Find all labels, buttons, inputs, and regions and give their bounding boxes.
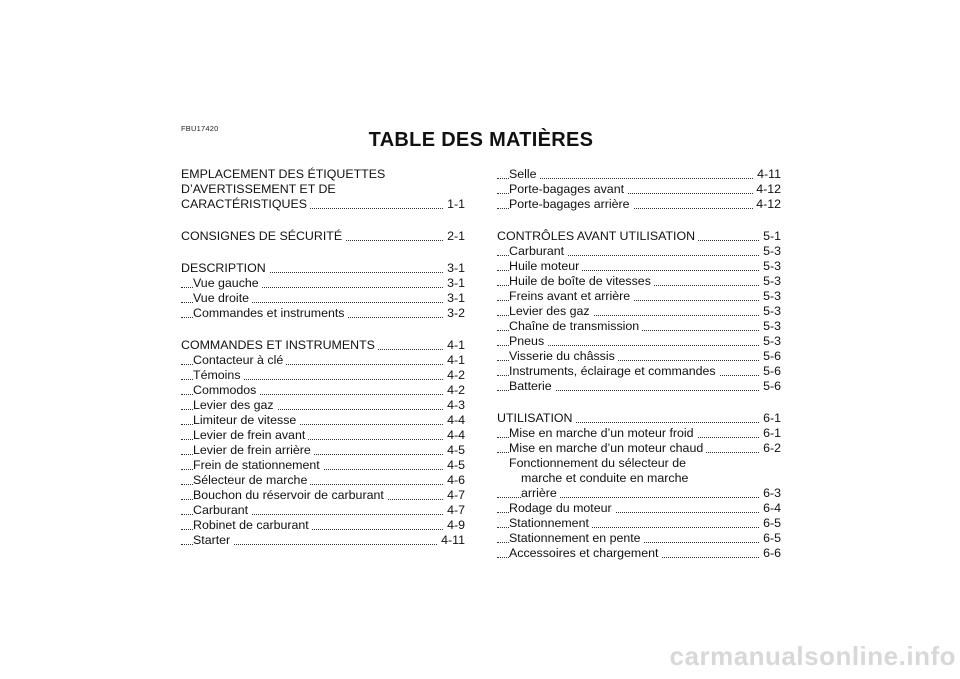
toc-entry-label: Levier de frein arrière (193, 443, 314, 457)
toc-gap (497, 394, 781, 411)
toc-entry-label: Stationnement (509, 516, 592, 530)
toc-entry-label: Batterie (509, 379, 555, 393)
toc-gap (181, 244, 465, 261)
toc-section-entry[interactable] (497, 229, 781, 244)
toc-page-number: 5-6 (760, 364, 781, 379)
toc-subentry[interactable] (181, 276, 465, 291)
toc-page-number: 4-12 (753, 197, 781, 212)
toc-subentry[interactable] (181, 398, 465, 413)
toc-page-number: 3-1 (444, 291, 465, 306)
toc-subentry[interactable] (497, 349, 781, 364)
toc-entry-label: Sélecteur de marche (193, 473, 310, 487)
toc-entry-label: CARACTÉRISTIQUES (181, 197, 310, 211)
toc-entry-label: Vue droite (193, 291, 252, 305)
toc-entry-label: Rodage du moteur (509, 501, 615, 515)
toc-subentry[interactable] (497, 167, 781, 182)
toc-page-number: 4-4 (444, 413, 465, 428)
toc-entry-label: Accessoires et chargement (509, 546, 661, 560)
toc-entry-label: CONTRÔLES AVANT UTILISATION (497, 229, 698, 243)
toc-page-number: 3-1 (444, 276, 465, 291)
toc-entry-label: Huile moteur (509, 259, 582, 273)
toc-subentry[interactable] (497, 546, 781, 561)
toc-section-entry[interactable] (181, 338, 465, 353)
toc-entry-label: Mise en marche d’un moteur chaud (509, 441, 706, 455)
toc-entry-label: Levier de frein avant (193, 428, 308, 442)
toc-subentry[interactable] (497, 364, 781, 379)
toc-subentry[interactable] (181, 503, 465, 518)
toc-entry-label: Frein de stationnement (193, 458, 323, 472)
toc-entry-label: Levier des gaz (193, 398, 277, 412)
toc-subentry[interactable] (497, 486, 781, 501)
toc-page-number: 4-4 (444, 428, 465, 443)
toc-page-number: 1-1 (444, 197, 465, 212)
toc-page-number: 4-12 (753, 182, 781, 197)
toc-entry-label: Porte-bagages arrière (509, 197, 633, 211)
toc-entry-label: DESCRIPTION (181, 261, 269, 275)
toc-entry-label: Huile de boîte de vitesses (509, 274, 654, 288)
toc-entry-label: Levier des gaz (509, 304, 593, 318)
toc-page-number: 4-11 (754, 167, 781, 182)
toc-subentry[interactable] (181, 353, 465, 368)
toc-subentry[interactable] (497, 304, 781, 319)
toc-page-number: 5-6 (760, 379, 781, 394)
toc-subentry[interactable] (181, 518, 465, 533)
toc-section-entry[interactable] (181, 197, 465, 212)
toc-entry-label: Vue gauche (193, 276, 262, 290)
toc-entry-label: Mise en marche d’un moteur froid (509, 426, 697, 440)
toc-page-number: 5-3 (760, 334, 781, 349)
toc-subentry[interactable] (497, 244, 781, 259)
toc-entry-label: Porte-bagages avant (509, 182, 627, 196)
watermark: carmanualsonline.info (669, 641, 956, 671)
toc-right-column (497, 167, 781, 561)
toc-page-number: 4-11 (438, 533, 465, 548)
toc-subentry[interactable] (497, 531, 781, 546)
toc-page-number: 4-5 (444, 443, 465, 458)
toc-subentry[interactable] (497, 274, 781, 289)
toc-entry-label: arrière (521, 486, 560, 500)
toc-page-number: 5-1 (760, 229, 781, 244)
toc-entry-line: D’AVERTISSEMENT ET DE (181, 182, 336, 196)
toc-page-number: 4-1 (444, 338, 465, 353)
toc-entry-label: Limiteur de vitesse (193, 413, 299, 427)
toc-page-number: 2-1 (444, 229, 465, 244)
toc-entry-label: Starter (193, 533, 233, 547)
toc-subentry[interactable] (181, 428, 465, 443)
toc-entry-label: Selle (509, 167, 540, 181)
page-title: TABLE DES MATIÈRES (368, 129, 594, 151)
toc-page-number: 6-3 (760, 486, 781, 501)
toc-entry-line: Fonctionnement du sélecteur de (509, 456, 687, 470)
toc-page-number: 4-7 (444, 488, 465, 503)
toc-subentry[interactable] (497, 259, 781, 274)
toc-subentry[interactable] (181, 488, 465, 503)
toc-page-number: 4-6 (444, 473, 465, 488)
toc-page-number: 4-5 (444, 458, 465, 473)
toc-page-number: 3-2 (444, 306, 465, 321)
toc-entry-label: Stationnement en pente (509, 531, 644, 545)
toc-page-number: 4-7 (444, 503, 465, 518)
toc-subentry[interactable] (181, 413, 465, 428)
toc-page-number: 5-3 (760, 289, 781, 304)
toc-page-number: 6-5 (760, 531, 781, 546)
toc-page-number: 4-9 (444, 518, 465, 533)
toc-subentry[interactable] (497, 182, 781, 197)
toc-entry-line: marche et conduite en marche (521, 471, 689, 485)
toc-page-number: 3-1 (444, 261, 465, 276)
toc-subentry[interactable] (181, 443, 465, 458)
toc-entry-label: Pneus (509, 334, 547, 348)
toc-gap (497, 212, 781, 229)
toc-page-number: 5-3 (760, 319, 781, 334)
toc-entry-line: EMPLACEMENT DES ÉTIQUETTES (181, 167, 386, 181)
toc-subentry[interactable] (181, 368, 465, 383)
toc-subentry[interactable] (497, 334, 781, 349)
toc-subentry[interactable] (497, 289, 781, 304)
toc-subentry[interactable] (497, 426, 781, 441)
toc-entry-label: Visserie du châssis (509, 349, 618, 363)
toc-page-number: 6-5 (760, 516, 781, 531)
toc-left-column (181, 167, 465, 548)
toc-page-number: 6-1 (760, 411, 781, 426)
toc-page-number: 6-2 (760, 441, 781, 456)
toc-section-entry[interactable] (181, 229, 465, 244)
toc-entry-label: Témoins (193, 368, 244, 382)
toc-entry-label: Robinet de carburant (193, 518, 312, 532)
toc-page-number: 6-4 (760, 501, 781, 516)
toc-subentry[interactable] (497, 441, 781, 456)
toc-subentry[interactable] (181, 383, 465, 398)
toc-subentry[interactable] (497, 319, 781, 334)
toc-subentry[interactable] (181, 473, 465, 488)
toc-subentry[interactable] (181, 533, 465, 548)
document-code: FBU17420 (181, 124, 219, 133)
toc-entry-label: Contacteur à clé (193, 353, 286, 367)
toc-entry-label: Instruments, éclairage et commandes (509, 364, 719, 378)
toc-page-number: 5-3 (760, 259, 781, 274)
toc-entry-label: COMMANDES ET INSTRUMENTS (181, 338, 378, 352)
toc-page-number: 5-3 (760, 244, 781, 259)
toc-entry-label: Carburant (193, 503, 251, 517)
toc-subentry[interactable] (497, 501, 781, 516)
toc-entry-label: Carburant (509, 244, 567, 258)
toc-gap (181, 321, 465, 338)
toc-gap (181, 212, 465, 229)
toc-subentry[interactable] (497, 379, 781, 394)
toc-subentry[interactable] (497, 516, 781, 531)
toc-page-number: 4-2 (444, 383, 465, 398)
toc-entry-label: Commodos (193, 383, 259, 397)
toc-page-number: 4-1 (444, 353, 465, 368)
toc-entry-label: Freins avant et arrière (509, 289, 633, 303)
toc-page-number: 5-6 (760, 349, 781, 364)
toc-subentry[interactable] (181, 306, 465, 321)
toc-page-number: 6-6 (760, 546, 781, 561)
toc-section-entry[interactable] (497, 411, 781, 426)
toc-entry-label: CONSIGNES DE SÉCURITÉ (181, 229, 345, 243)
toc-page-number: 4-3 (444, 398, 465, 413)
toc-subentry[interactable] (497, 197, 781, 212)
toc-page-number: 5-3 (760, 304, 781, 319)
toc-entry-label: Commandes et instruments (193, 306, 348, 320)
toc-entry-label: Chaîne de transmission (509, 319, 642, 333)
toc-section-entry[interactable] (181, 261, 465, 276)
toc-entry-label: Bouchon du réservoir de carburant (193, 488, 387, 502)
toc-page-number: 6-1 (760, 426, 781, 441)
toc-page-number: 5-3 (760, 274, 781, 289)
toc-page-number: 4-2 (444, 368, 465, 383)
toc-subentry[interactable] (181, 458, 465, 473)
toc-subentry[interactable] (181, 291, 465, 306)
toc-entry-label: UTILISATION (497, 411, 576, 425)
